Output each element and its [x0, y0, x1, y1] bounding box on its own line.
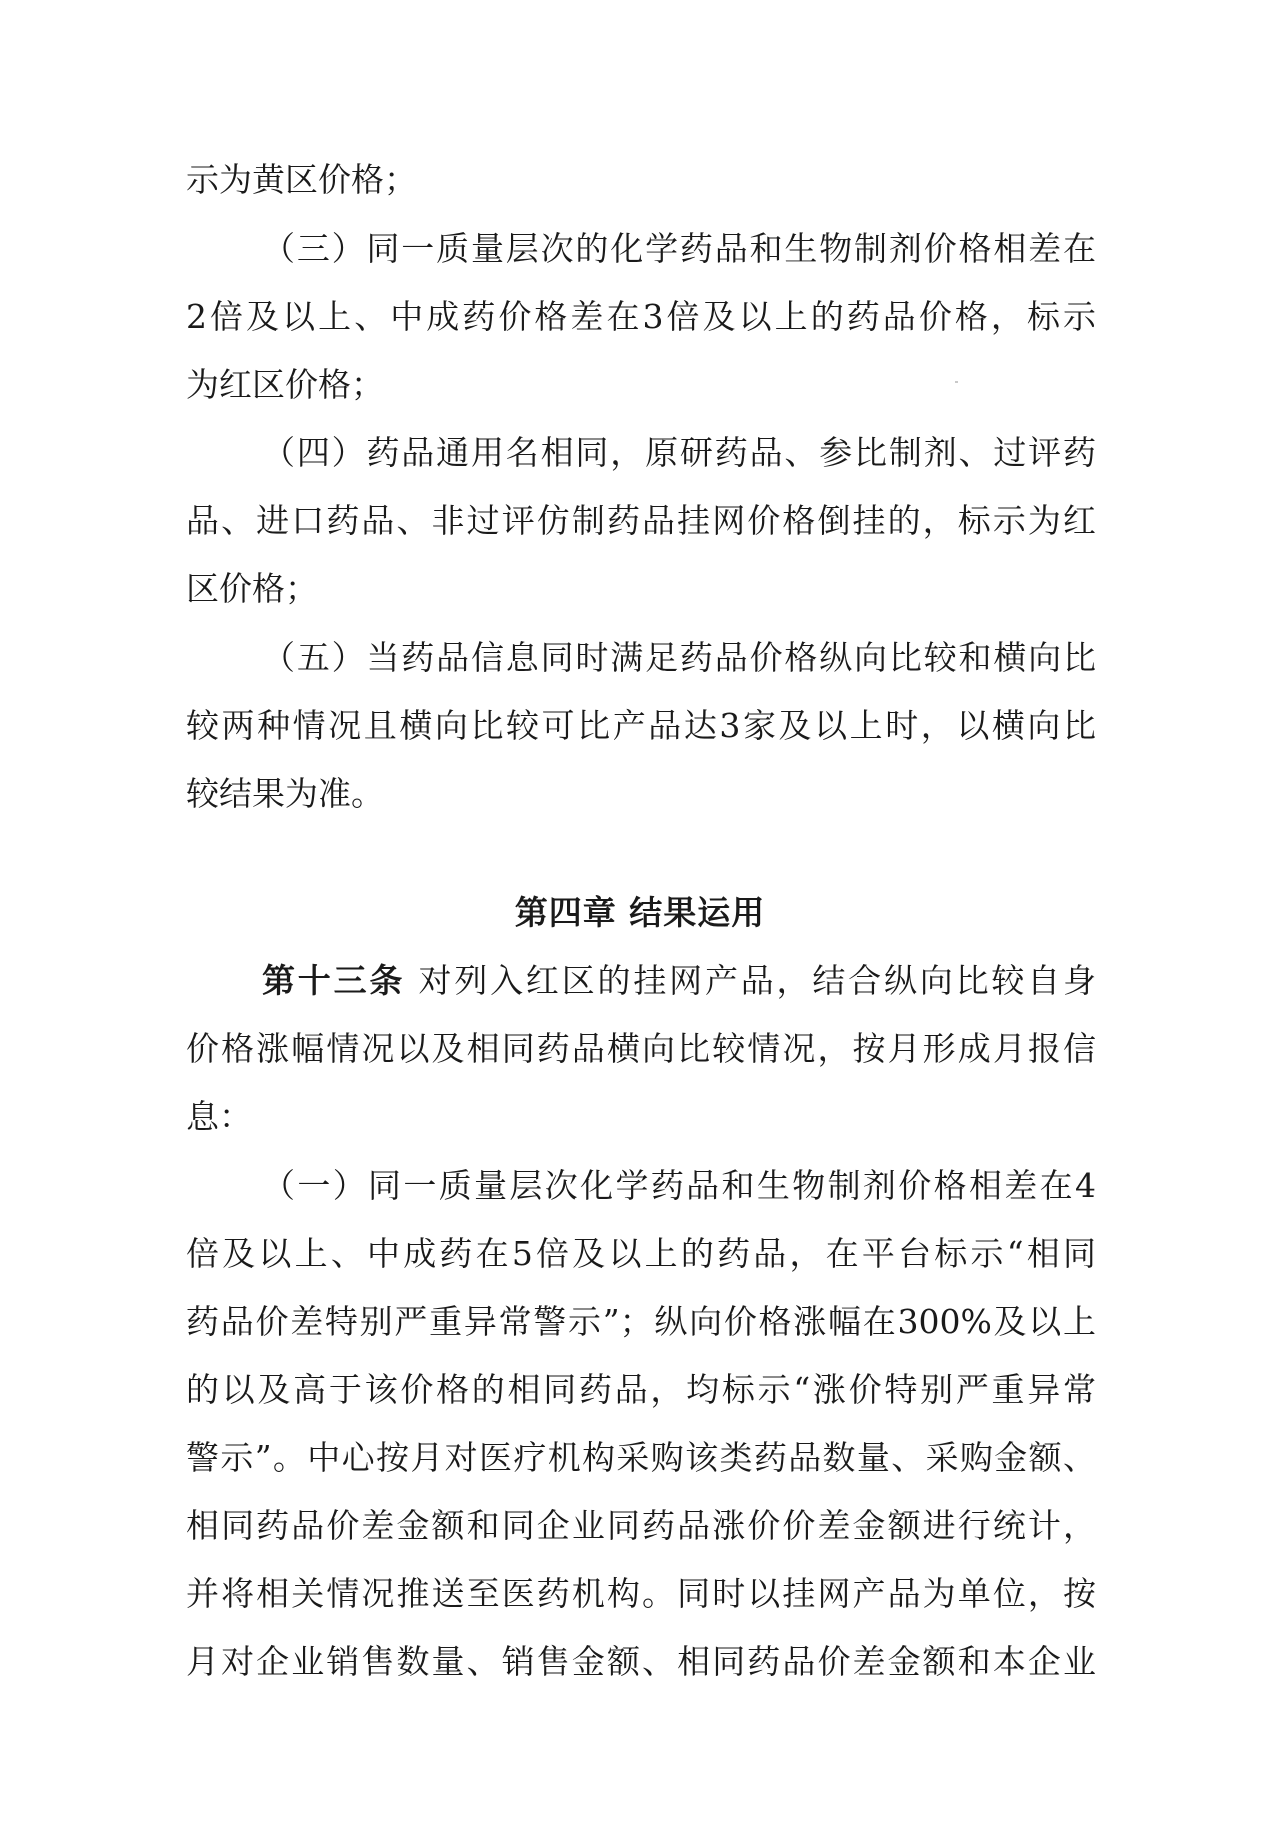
text-line: 价格涨幅情况以及相同药品横向比较情况，按月形成月报信 [186, 1029, 1096, 1068]
text-line: （三）同一质量层次的化学药品和生物制剂价格相差在 [262, 229, 1096, 268]
text-line: 倍及以上、中成药在5倍及以上的药品，在平台标示“相同 [186, 1234, 1096, 1273]
scan-speck [955, 381, 958, 383]
chapter-heading: 第四章 结果运用 [514, 893, 766, 932]
text-line: 息： [186, 1097, 252, 1136]
text-line: （四）药品通用名相同，原研药品、参比制剂、过评药 [262, 433, 1096, 472]
text-line: 区价格； [186, 569, 318, 608]
text-line: 并将相关情况推送至医药机构。同时以挂网产品为单位，按 [186, 1574, 1096, 1613]
text-line: 为红区价格； [186, 365, 384, 404]
text-line: 警示”。中心按月对医疗机构采购该类药品数量、采购金额、 [186, 1438, 1096, 1477]
text-line: 月对企业销售数量、销售金额、相同药品价差金额和本企业 [186, 1642, 1096, 1681]
text-line: （一）同一质量层次化学药品和生物制剂价格相差在4 [262, 1166, 1096, 1205]
article-label: 第十三条 [262, 961, 406, 1000]
text-line: 示为黄区价格； [186, 160, 417, 199]
text-line: 的以及高于该价格的相同药品，均标示“涨价特别严重异常 [186, 1370, 1096, 1409]
text-line: （五）当药品信息同时满足药品价格纵向比较和横向比 [262, 638, 1096, 677]
text-line: 较结果为准。 [186, 774, 384, 813]
text-line: 较两种情况且横向比较可比产品达3家及以上时，以横向比 [186, 706, 1096, 745]
text-line: 品、进口药品、非过评仿制药品挂网价格倒挂的，标示为红 [186, 501, 1096, 540]
article-text: 对列入红区的挂网产品，结合纵向比较自身 [405, 961, 1096, 1000]
text-line: 相同药品价差金额和同企业同药品涨价价差金额进行统计， [186, 1506, 1096, 1545]
text-line: 药品价差特别严重异常警示”；纵向价格涨幅在300%及以上 [186, 1302, 1096, 1341]
text-line: 2倍及以上、中成药价格差在3倍及以上的药品价格，标示 [186, 297, 1096, 336]
article-line [262, 961, 1096, 1000]
